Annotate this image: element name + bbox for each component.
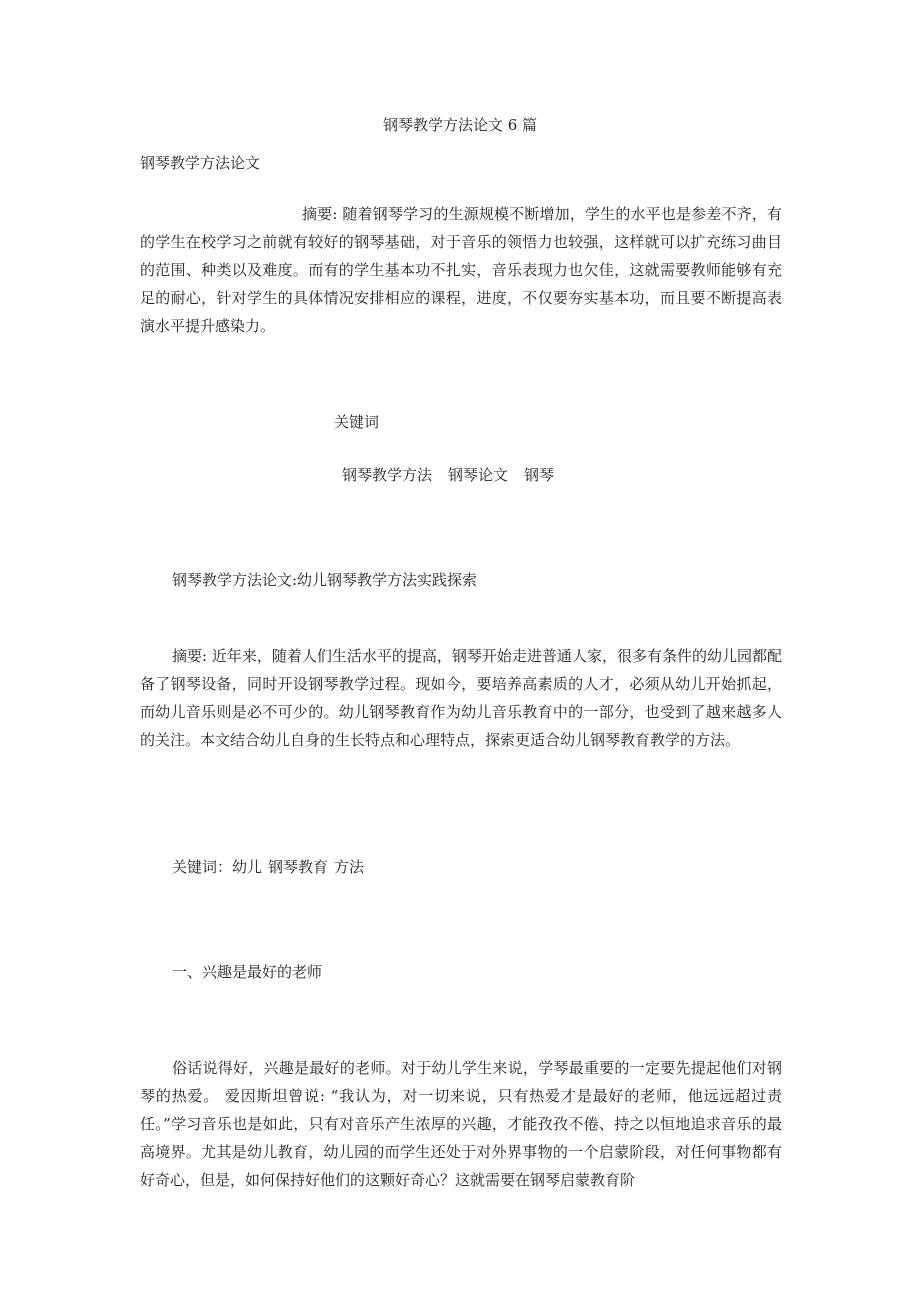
abstract-paragraph-1: 摘要: 随着钢琴学习的生源规模不断增加，学生的水平也是参差不齐，有的学生在校学习之前就有较好的钢琴基础，对于音乐的领悟力也较强，这样就可以扩充练习曲目的范围、种类以及难度。而有的学生基本功不扎实，音乐表现力也欠佳，这就需要教师能够有充足的耐心，针对学生的具体情况安排相应的课程，进度，不仅要夯实基本功，而且要不断提高表演水平提升感染力。	[140, 205, 782, 335]
keywords-label-1: 关键词	[334, 413, 380, 431]
body-paragraph-1: 俗话说得好，兴趣是最好的老师。对于幼儿学生来说，学琴最重要的一定要先提起他们对钢琴的热爱。 爱因斯坦曾说: “我认为，对一切来说，只有热爱才是最好的老师，他远远超过责任。”学习音乐也是如此，只有对音乐产生浓厚的兴趣，才能孜孜不倦、持之以恒地追求音乐的最高境界。尤其是幼儿教育，幼儿园的而学生还处于对外界事物的一个启蒙阶段，对任何事物都有好奇心，但是，如何保持好他们的这颗好奇心？这就需要在钢琴启蒙教育阶	[140, 1059, 782, 1189]
abstract-paragraph-2: 摘要: 近年来，随着人们生活水平的提高，钢琴开始走进普通人家，很多有条件的幼儿园都配备了钢琴设备，同时开设钢琴教学过程。现如今，要培养高素质的人才，必须从幼儿开始抓起，而幼儿音乐则是必不可少的。幼儿钢琴教育作为幼儿音乐教育中的一部分，也受到了越来越多人的关注。本文结合幼儿自身的生长特点和心理特点，探索更适合幼儿钢琴教育教学的方法。	[140, 647, 782, 749]
keyword: 钢琴	[524, 466, 555, 484]
keyword: 方法	[334, 858, 365, 876]
keyword: 钢琴教学方法	[342, 466, 433, 484]
keyword: 幼儿	[232, 858, 263, 876]
article-title: 钢琴教学方法论文:幼儿钢琴教学方法实践探索	[172, 571, 478, 589]
keywords-label-2: 关键词：	[172, 858, 233, 876]
keywords-list-1	[342, 463, 554, 487]
section-heading: 钢琴教学方法论文	[140, 154, 261, 172]
document-title: 钢琴教学方法论文 6 篇	[382, 116, 538, 134]
section-heading-1: 一、兴趣是最好的老师	[172, 963, 323, 981]
keyword: 钢琴教育	[268, 858, 329, 876]
keyword: 钢琴论文	[448, 466, 509, 484]
keywords-list-2	[172, 855, 364, 879]
